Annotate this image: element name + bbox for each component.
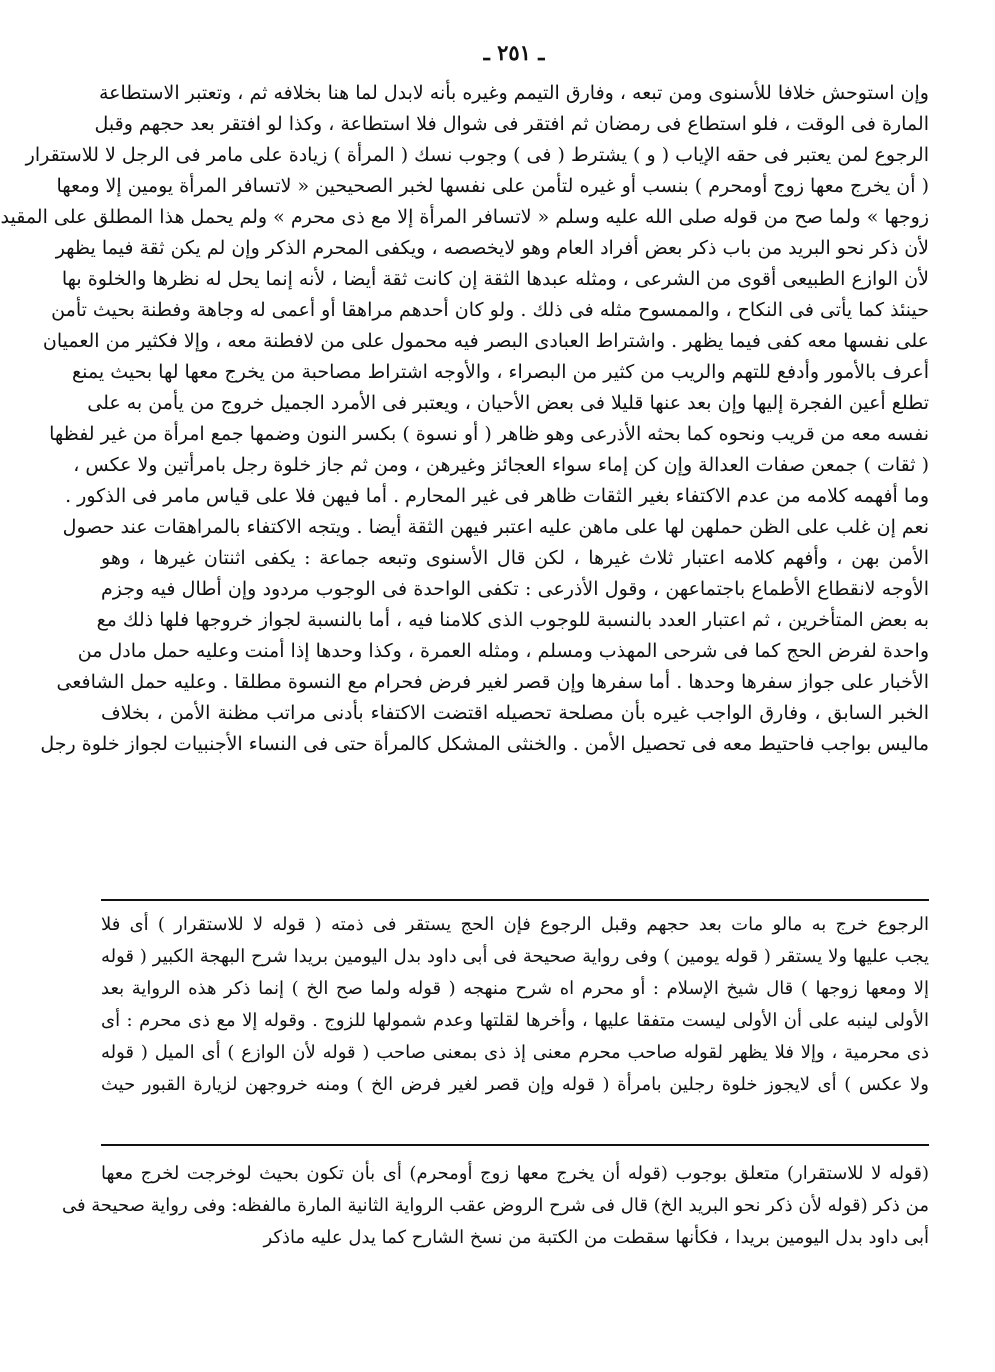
main-text-line: وإن استوحش خلافا للأسنوى ومن تبعه ، وفارق التيمم وغيره بأنه لابدل لما هنا بخلافه ثم ، وتعتبر الاستطاعة	[98, 82, 929, 104]
main-text-line: المارة فى الوقت ، فلو استطاع فى رمضان ثم افتقر فى شوال فلا استطاعة ، وكذا لو افتقر بعد حجهم وقبل	[94, 113, 929, 135]
main-text-line: واحدة لفرض الحج كما فى شرحى المهذب ومسلم ، ومثله العمرة ، وكذا وحدها إذا أمنت وعليه حمل مادل من	[77, 640, 929, 662]
footnote-line: الرجوع خرج به مالو مات بعد حجهم وقبل الرجوع فإن الحج يستقر فى ذمته ( قوله لا للاستقرار ) أى فلا	[101, 914, 929, 935]
main-text-body	[0, 78, 929, 760]
main-text-line: حينئذ كما يأتى فى النكاح ، والممسوح مثله فى ذلك . ولو كان أحدهم مراهقا أو أعمى له وجاهة وفطنة بحيث تأمن	[51, 299, 929, 321]
footnotes-second-commentary	[61, 1158, 929, 1254]
main-text-line: تطلع أعين الفجرة إليها وإن بعد عنها قليلا فى بعض الأحيان ، ويعتبر فى الأمرد الجميل خروج من يأمن به على	[87, 392, 929, 414]
main-text-line: الأمن بهن ، وأفهم كلامه اعتبار ثلاث غيرها ، لكن قال الأسنوى وتبعه جماعة : يكفى اثنتان غيرها ، وهو	[101, 547, 929, 569]
main-text-line: لأن ذكر نحو البريد من باب ذكر بعض أفراد العام وهو لايخصصه ، ويكفى المحرم الذكر وإن لم يكن ثقة فيما يظهر	[55, 237, 929, 259]
main-text-line: زوجها » ولما صح من قوله صلى الله عليه وسلم « لاتسافر المرأة إلا مع ذى محرم » ولم يحمل هذا المطلق على المقيد	[0, 206, 929, 228]
footnote-line: الأولى لينبه على أن الأولى ليست متفقا عليها ، وأخرها لقلتها وعدم شمولها للزوج . وقوله إلا مع ذى محرم : أى	[101, 1010, 929, 1031]
footnote-divider	[101, 1144, 929, 1146]
footnotes-first-commentary	[101, 909, 929, 1101]
footnote-line: إلا ومعها زوجها ) قال شيخ الإسلام : أو محرم اه شرح منهجه ( قوله ولما صح الخ ) إنما ذكر هذه الرواية بعد	[101, 978, 929, 999]
footnote-line: ولا عكس ) أى لايجوز خلوة رجلين بامرأة ( قوله وإن قصر لغير فرض الخ ) ومنه خروجهن لزيارة القبور حيث	[101, 1074, 929, 1095]
footnote-line: من ذكر (قوله لأن ذكر نحو البريد الخ) قال فى شرح الروض عقب الرواية الثانية المارة مالفظه: وفى رواية صحيحة فى	[61, 1195, 929, 1216]
footnote-divider	[101, 899, 929, 901]
main-text-line: ( ثقات ) جمعن صفات العدالة وإن كن إماء سواء العجائز وغيرهن ، ومن ثم جاز خلوة رجل بامرأتين ولا عكس ،	[73, 454, 929, 476]
footnote-line: ذى محرمية ، وإلا فلا يظهر لقوله صاحب محرم معنى إذ ذى بمعنى صاحب ( قوله لأن الوازع ) أى الميل ( قوله	[101, 1042, 929, 1063]
main-text-line: نعم إن غلب على الظن حملهن لها على ماهن عليه اعتبر فيهن الثقة أيضا . ويتجه الاكتفاء بالمراهقات عند حصول	[62, 516, 929, 538]
footnote-line: أبى داود بدل اليومين بريدا ، فكأنها سقطت من الكتبة من نسخ الشارح كما يدل عليه ماذكر	[263, 1227, 929, 1248]
main-text-line: نفسه معه من قريب ونحوه كما بحثه الأذرعى وهو ظاهر ( أو نسوة ) بكسر النون وضمها جمع امرأة من غير لفظها	[49, 423, 929, 445]
main-text-line: الخبر السابق ، وفارق الواجب غيره بأن مصلحة تحصيله اقتضت الاكتفاء بأدنى مراتب مظنة الأمن ، بخلاف	[101, 702, 929, 724]
main-text-line: الأوجه لانقطاع الأطماع باجتماعهن ، وقول الأذرعى : تكفى الواحدة فى الوجوب مردود وإن أطال فيه وجزم	[101, 578, 929, 600]
main-text-line: على نفسها معه كفى فيما يظهر . واشتراط العبادى البصر فيه محمول على من لافطنة معه ، وإلا فكثير من العميان	[42, 330, 929, 352]
main-text-line: الأخبار على جواز سفرها وحدها . أما سفرها وإن قصر لغير فرض فحرام مع النسوة مطلقا . وعليه حمل الشافعى	[56, 671, 929, 693]
page-number: ـ ٢٥١ ـ	[483, 40, 545, 65]
main-text-line: أعرف بالأمور وأدفع للتهم والريب من كثير من البصراء ، والأوجه اشتراط مصاحبة من يخرج معها لها بحيث يمنع	[72, 361, 929, 383]
main-text-line: لأن الوازع الطبيعى أقوى من الشرعى ، ومثله عبدها الثقة إن كانت ثقة أيضا ، لأنه إنما يحل له نظرها والخلوة بها	[61, 268, 929, 290]
main-text-line: وما أفهمه كلامه من عدم الاكتفاء بغير الثقات ظاهر فى غير المحارم . أما فيهن فلا على قياس مامر فى الذكور .	[65, 485, 929, 507]
main-text-line: ماليس بواجب فاحتيط معه فى تحصيل الأمن . والخنثى المشكل كالمرأة حتى فى النساء الأجنبيات لجواز خلوة رجل	[40, 733, 929, 755]
footnote-line: (قوله لا للاستقرار) متعلق بوجوب (قوله أن يخرج معها زوج أومحرم) أى بأن تكون بحيث لوخرجت لخرج معها	[101, 1163, 929, 1184]
footnote-line: يجب عليها ولا يستقر ( قوله يومين ) وفى رواية صحيحة فى أبى داود بدل اليومين بريدا شرح البهجة الكبير ( قوله	[101, 946, 929, 967]
main-text-line: به بعض المتأخرين ، ثم اعتبار العدد بالنسبة للوجوب الذى كلامنا فيه ، أما بالنسبة لجواز خروجها فلها ذلك مع	[96, 609, 929, 631]
main-text-line: ( أن يخرج معها زوج أومحرم ) بنسب أو غيره لتأمن على نفسها لخبر الصحيحين « لاتسافر المرأة يومين إلا ومعها	[56, 175, 929, 197]
main-text-line: الرجوع لمن يعتبر فى حقه الإياب ( و ) يشترط ( فى ) وجوب نسك ( المرأة ) زيادة على مامر فى الرجل لا للاستقرار	[25, 144, 929, 166]
